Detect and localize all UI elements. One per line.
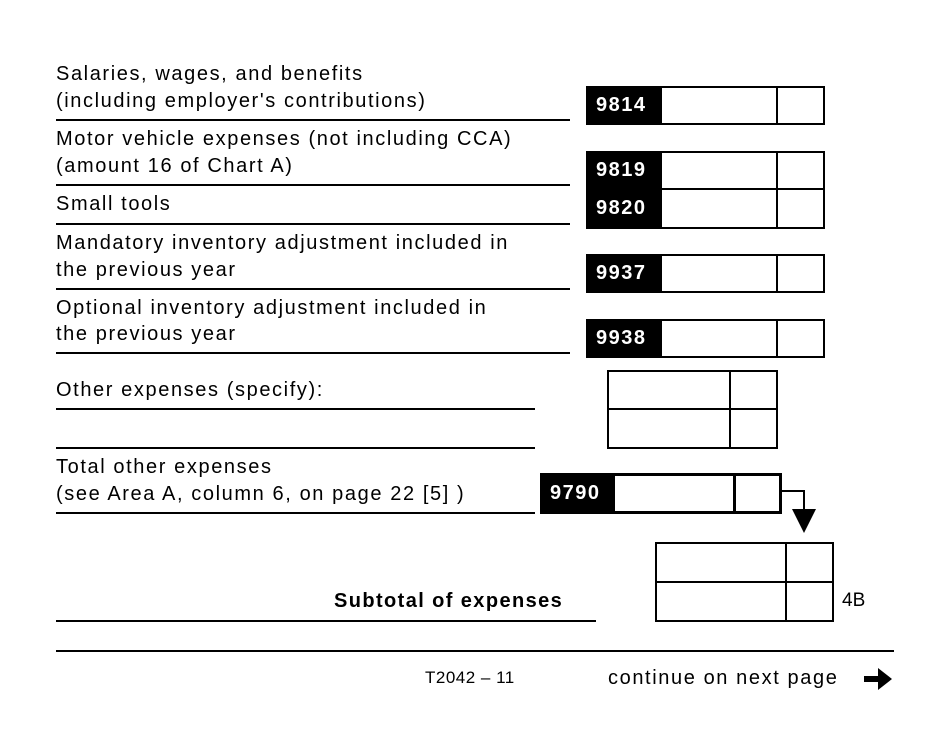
- line-code-9938: 9938: [586, 319, 662, 358]
- line-code-9820: 9820: [586, 188, 662, 229]
- other-expense-2-cents-field[interactable]: [729, 408, 778, 449]
- mandatory-label-line1: Mandatory inventory adjustment included in: [56, 232, 509, 254]
- continue-next-page-label: continue on next page: [608, 667, 839, 689]
- subtotal-carry-cents-field[interactable]: [785, 542, 834, 583]
- tools-dollars-field[interactable]: [660, 188, 778, 229]
- mandatory-dollars-field[interactable]: [660, 254, 778, 293]
- salaries-cents-field[interactable]: [776, 86, 825, 125]
- line-code-9814: 9814: [586, 86, 662, 125]
- down-arrow-icon: [770, 485, 830, 535]
- salaries-label-line2: (including employer's contributions): [56, 90, 427, 112]
- other-expense-1-cents-field[interactable]: [729, 370, 778, 410]
- motor-cents-field[interactable]: [776, 151, 825, 190]
- subtotal-dollars-field[interactable]: [655, 581, 787, 622]
- line-code-9790: 9790: [540, 473, 616, 514]
- subtotal-carry-dollars-field[interactable]: [655, 542, 787, 583]
- footer-divider: [56, 650, 894, 652]
- row-divider: [56, 119, 570, 121]
- arrow-right-icon: [864, 667, 894, 691]
- line-code-9937: 9937: [586, 254, 662, 293]
- other-expenses-specify-line-1[interactable]: [56, 408, 535, 410]
- optional-dollars-field[interactable]: [660, 319, 778, 358]
- subtotal-underline: [56, 620, 596, 622]
- motor-label-line2: (amount 16 of Chart A): [56, 155, 294, 177]
- other-expense-2-dollars-field[interactable]: [607, 408, 731, 449]
- other-expenses-specify-line-2[interactable]: [56, 447, 535, 449]
- optional-cents-field[interactable]: [776, 319, 825, 358]
- row-divider: [56, 512, 535, 514]
- other-expense-1-dollars-field[interactable]: [607, 370, 731, 410]
- tools-cents-field[interactable]: [776, 188, 825, 229]
- form-page-number: T2042 – 11: [425, 668, 515, 687]
- amount-id-4B: 4B: [842, 590, 866, 611]
- total-other-label-line2: (see Area A, column 6, on page 22 [5] ): [56, 483, 466, 505]
- salaries-dollars-field[interactable]: [660, 86, 778, 125]
- row-divider: [56, 184, 570, 186]
- subtotal-cents-field[interactable]: [785, 581, 834, 622]
- row-divider: [56, 223, 570, 225]
- mandatory-cents-field[interactable]: [776, 254, 825, 293]
- tools-label: Small tools: [56, 193, 172, 215]
- total-other-label-line1: Total other expenses: [56, 456, 273, 478]
- subtotal-label: Subtotal of expenses: [334, 590, 564, 612]
- row-divider: [56, 352, 570, 354]
- motor-label-line1: Motor vehicle expenses (not including CCA): [56, 128, 513, 150]
- mandatory-label-line2: the previous year: [56, 259, 237, 281]
- salaries-label-line1: Salaries, wages, and benefits: [56, 63, 364, 85]
- total-other-dollars-field[interactable]: [612, 473, 736, 514]
- optional-label-line2: the previous year: [56, 323, 237, 345]
- optional-label-line1: Optional inventory adjustment included in: [56, 297, 488, 319]
- motor-dollars-field[interactable]: [660, 151, 778, 190]
- other-expenses-label: Other expenses (specify):: [56, 379, 324, 401]
- row-divider: [56, 288, 570, 290]
- line-code-9819: 9819: [586, 151, 662, 190]
